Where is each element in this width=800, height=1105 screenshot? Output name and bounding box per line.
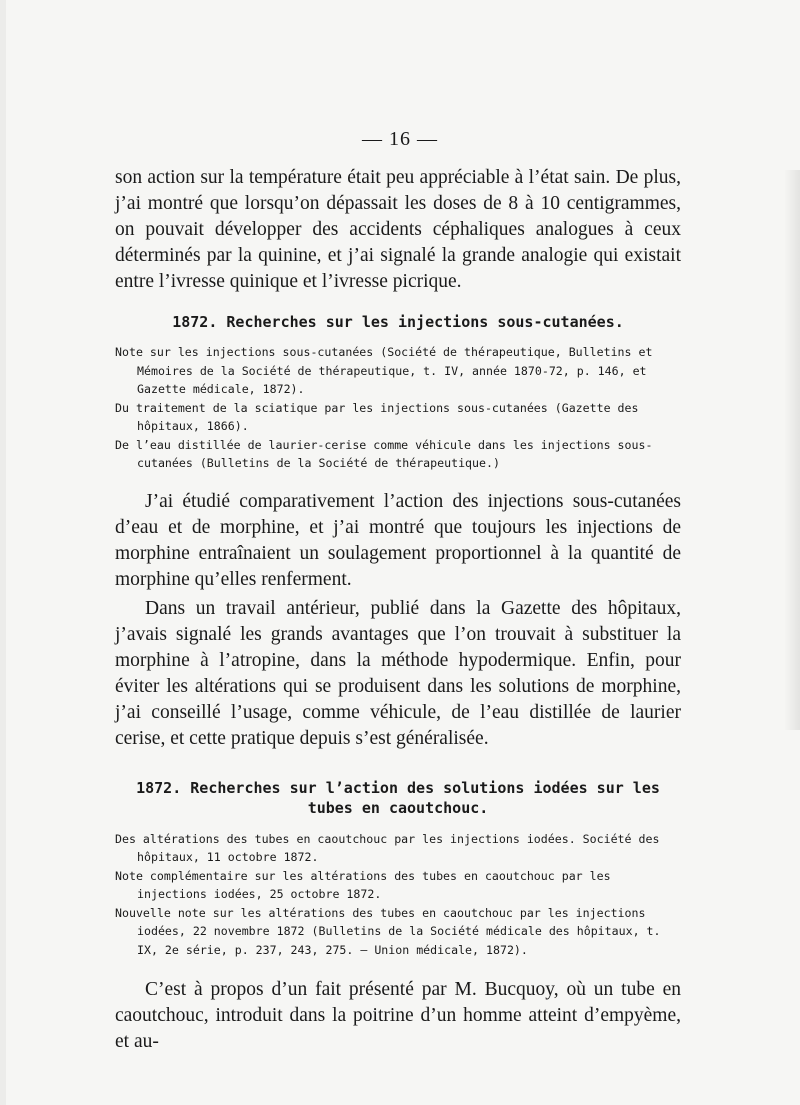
body-paragraph: Dans un travail antérieur, publié dans la Gazette des hôpitaux, j’avais signalé les grands avantages que l’on trouvait à substituer la morphine à l’atropine, dans la méthode hypodermique. Enfin, pour éviter les altérations qui se produisent dans les solutions de morphine, j’ai conseillé l’usage, comme véhicule, de l’eau distillée de laurier cerise, et cette pratique depuis s’est généralisée. xyxy=(115,597,681,749)
body-paragraph: J’ai étudié comparativement l’action des injections sous-cutanées d’eau et de morphine, et j’ai montré que toujours les injections de morphine entraînaient un soulagement proportionnel à la quantité de morphine qu’elles renferment. xyxy=(115,490,681,590)
page-number: — 16 — xyxy=(362,128,438,150)
bibliography-notes xyxy=(115,830,681,960)
bibliography-note: De l’eau distillée de laurier-cerise comme véhicule dans les injections sous-cutanées (Bulletins de la Société de thérapeutique.) xyxy=(115,437,653,470)
section-heading: 1872. Recherches sur l’action des solutions iodées sur les tubes en caoutchouc. xyxy=(136,778,660,817)
page-content xyxy=(115,165,681,1055)
body-paragraph: C’est à propos d’un fait présenté par M. Bucquoy, où un tube en caoutchouc, introduit dans la poitrine d’un homme atteint d’empyème, et au- xyxy=(115,979,681,1052)
section-heading: 1872. Recherches sur les injections sous-cutanées. xyxy=(172,313,624,331)
bibliography-note: Note complémentaire sur les altérations des tubes en caoutchouc par les injections iodées, 25 octobre 1872. xyxy=(115,868,611,901)
body-paragraph: son action sur la température était peu appréciable à l’état sain. De plus, j’ai montré que lorsqu’on dépassait les doses de 8 à 10 centigrammes, on pouvait développer des accidents céphaliques analogues à ceux déterminés par la quinine, et j’ai signalé la grande analogie qui existait entre l’ivresse quinique et l’ivresse picrique. xyxy=(115,167,681,292)
page-edge-shadow xyxy=(0,0,6,1105)
bibliography-note: Note sur les injections sous-cutanées (Société de thérapeutique, Bulletins et Mémoires de la Société de thérapeutique, t. IV, année 1870-72, p. 146, et Gazette médicale, 1872). xyxy=(115,345,653,396)
bleed-through-shadow xyxy=(784,170,800,730)
bibliography-note: Nouvelle note sur les altérations des tubes en caoutchouc par les injections iodées, 22 novembre 1872 (Bulletins de la Société médicale des hôpitaux, t. IX, 2e série, p. 237, 243, 275. — Union médicale, 1872). xyxy=(115,905,661,957)
bibliography-note: Du traitement de la sciatique par les injections sous-cutanées (Gazette des hôpitaux, 1866). xyxy=(115,400,639,433)
bibliography-notes xyxy=(115,343,681,473)
bibliography-note: Des altérations des tubes en caoutchouc par les injections iodées. Société des hôpitaux, 11 octobre 1872. xyxy=(115,831,660,864)
